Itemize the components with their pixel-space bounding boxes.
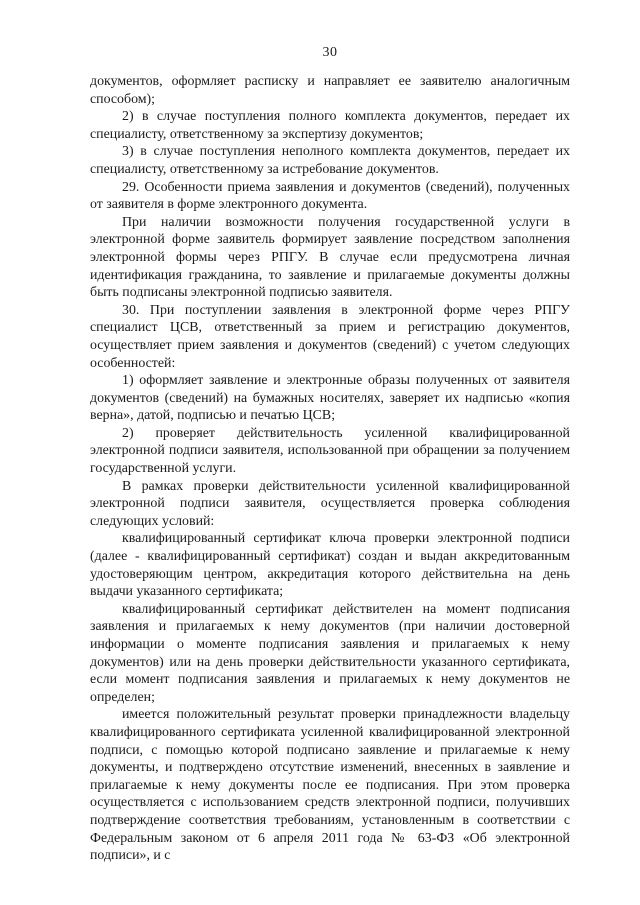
paragraph-section-30-item-2: 2) проверяет действительность усиленной квалифицированной электронной подписи заявителя, использованной при обращении за получением государственной услуги. <box>90 425 570 477</box>
paragraph-condition-certificate-valid: квалифицированный сертификат действителен на момент подписания заявления и прилагаемых к нему документов (при наличии достоверной информации о моменте подписания заявления и прилагаемых к нему документов) или на день проверки действительности указанного сертификата, если момент подписания заявления и прилагаемых к нему документов не определен; <box>90 601 570 705</box>
paragraph-condition-certificate-issued: квалифицированный сертификат ключа проверки электронной подписи (далее - квалифицированный сертификат) создан и выдан аккредитованным удостоверяющим центром, аккредитация которого действительна на день выдачи указанного сертификата; <box>90 531 570 600</box>
paragraph-condition-ownership-check: имеется положительный результат проверки принадлежности владельцу квалифицированного сертификата усиленной квалифицированной электронной подписи, с помощью которой подписано заявление и прилагаемые к нему документы, и подтверждено отсутствие изменений, внесенных в заявление и прилагаемые к нему документы после ее подписания. При этом проверка осуществляется с использованием средств электронной подписи, получивших подтверждение соответствия требованиям, установленным в соответствии с Федеральным законом от 6 апреля 2011 года № 63-ФЗ «Об электронной подписи», и с <box>90 707 570 864</box>
paragraph-electronic-form: При наличии возможности получения государственной услуги в электронной форме заявитель формирует заявление посредством заполнения электронной формы через РПГУ. В случае если предусмотрена личная идентификация гражданина, то заявление и прилагаемые документы должны быть подписаны электронной подписью заявителя. <box>90 214 570 301</box>
paragraph-section-30-item-1: 1) оформляет заявление и электронные образы полученных от заявителя документов (сведений) на бумажных носителях, заверяет их надписью «копия верна», датой, подписью и печатью ЦСВ; <box>90 373 570 424</box>
paragraph-signature-check-intro: В рамках проверки действительности усиленной квалифицированной электронной подписи заявителя, осуществляется проверка соблюдения следующих условий: <box>90 478 570 529</box>
document-page <box>90 45 570 865</box>
page-number: 30 <box>322 45 338 60</box>
paragraph-section-29: 29. Особенности приема заявления и документов (сведений), полученных от заявителя в форме электронного документа. <box>90 179 570 213</box>
paragraph-section-30: 30. При поступлении заявления в электронной форме через РПГУ специалист ЦСВ, ответственный за прием и регистрацию документов, осуществляет прием заявления и документов (сведений) с учетом следующих особенностей: <box>90 302 570 371</box>
paragraph-continuation: документов, оформляет расписку и направляет ее заявителю аналогичным способом); <box>90 74 570 107</box>
paragraph-item-2: 2) в случае поступления полного комплекта документов, передает их специалисту, ответственному за экспертизу документов; <box>90 109 570 142</box>
paragraph-item-3: 3) в случае поступления неполного комплекта документов, передает их специалисту, ответственному за истребование документов. <box>90 144 570 177</box>
